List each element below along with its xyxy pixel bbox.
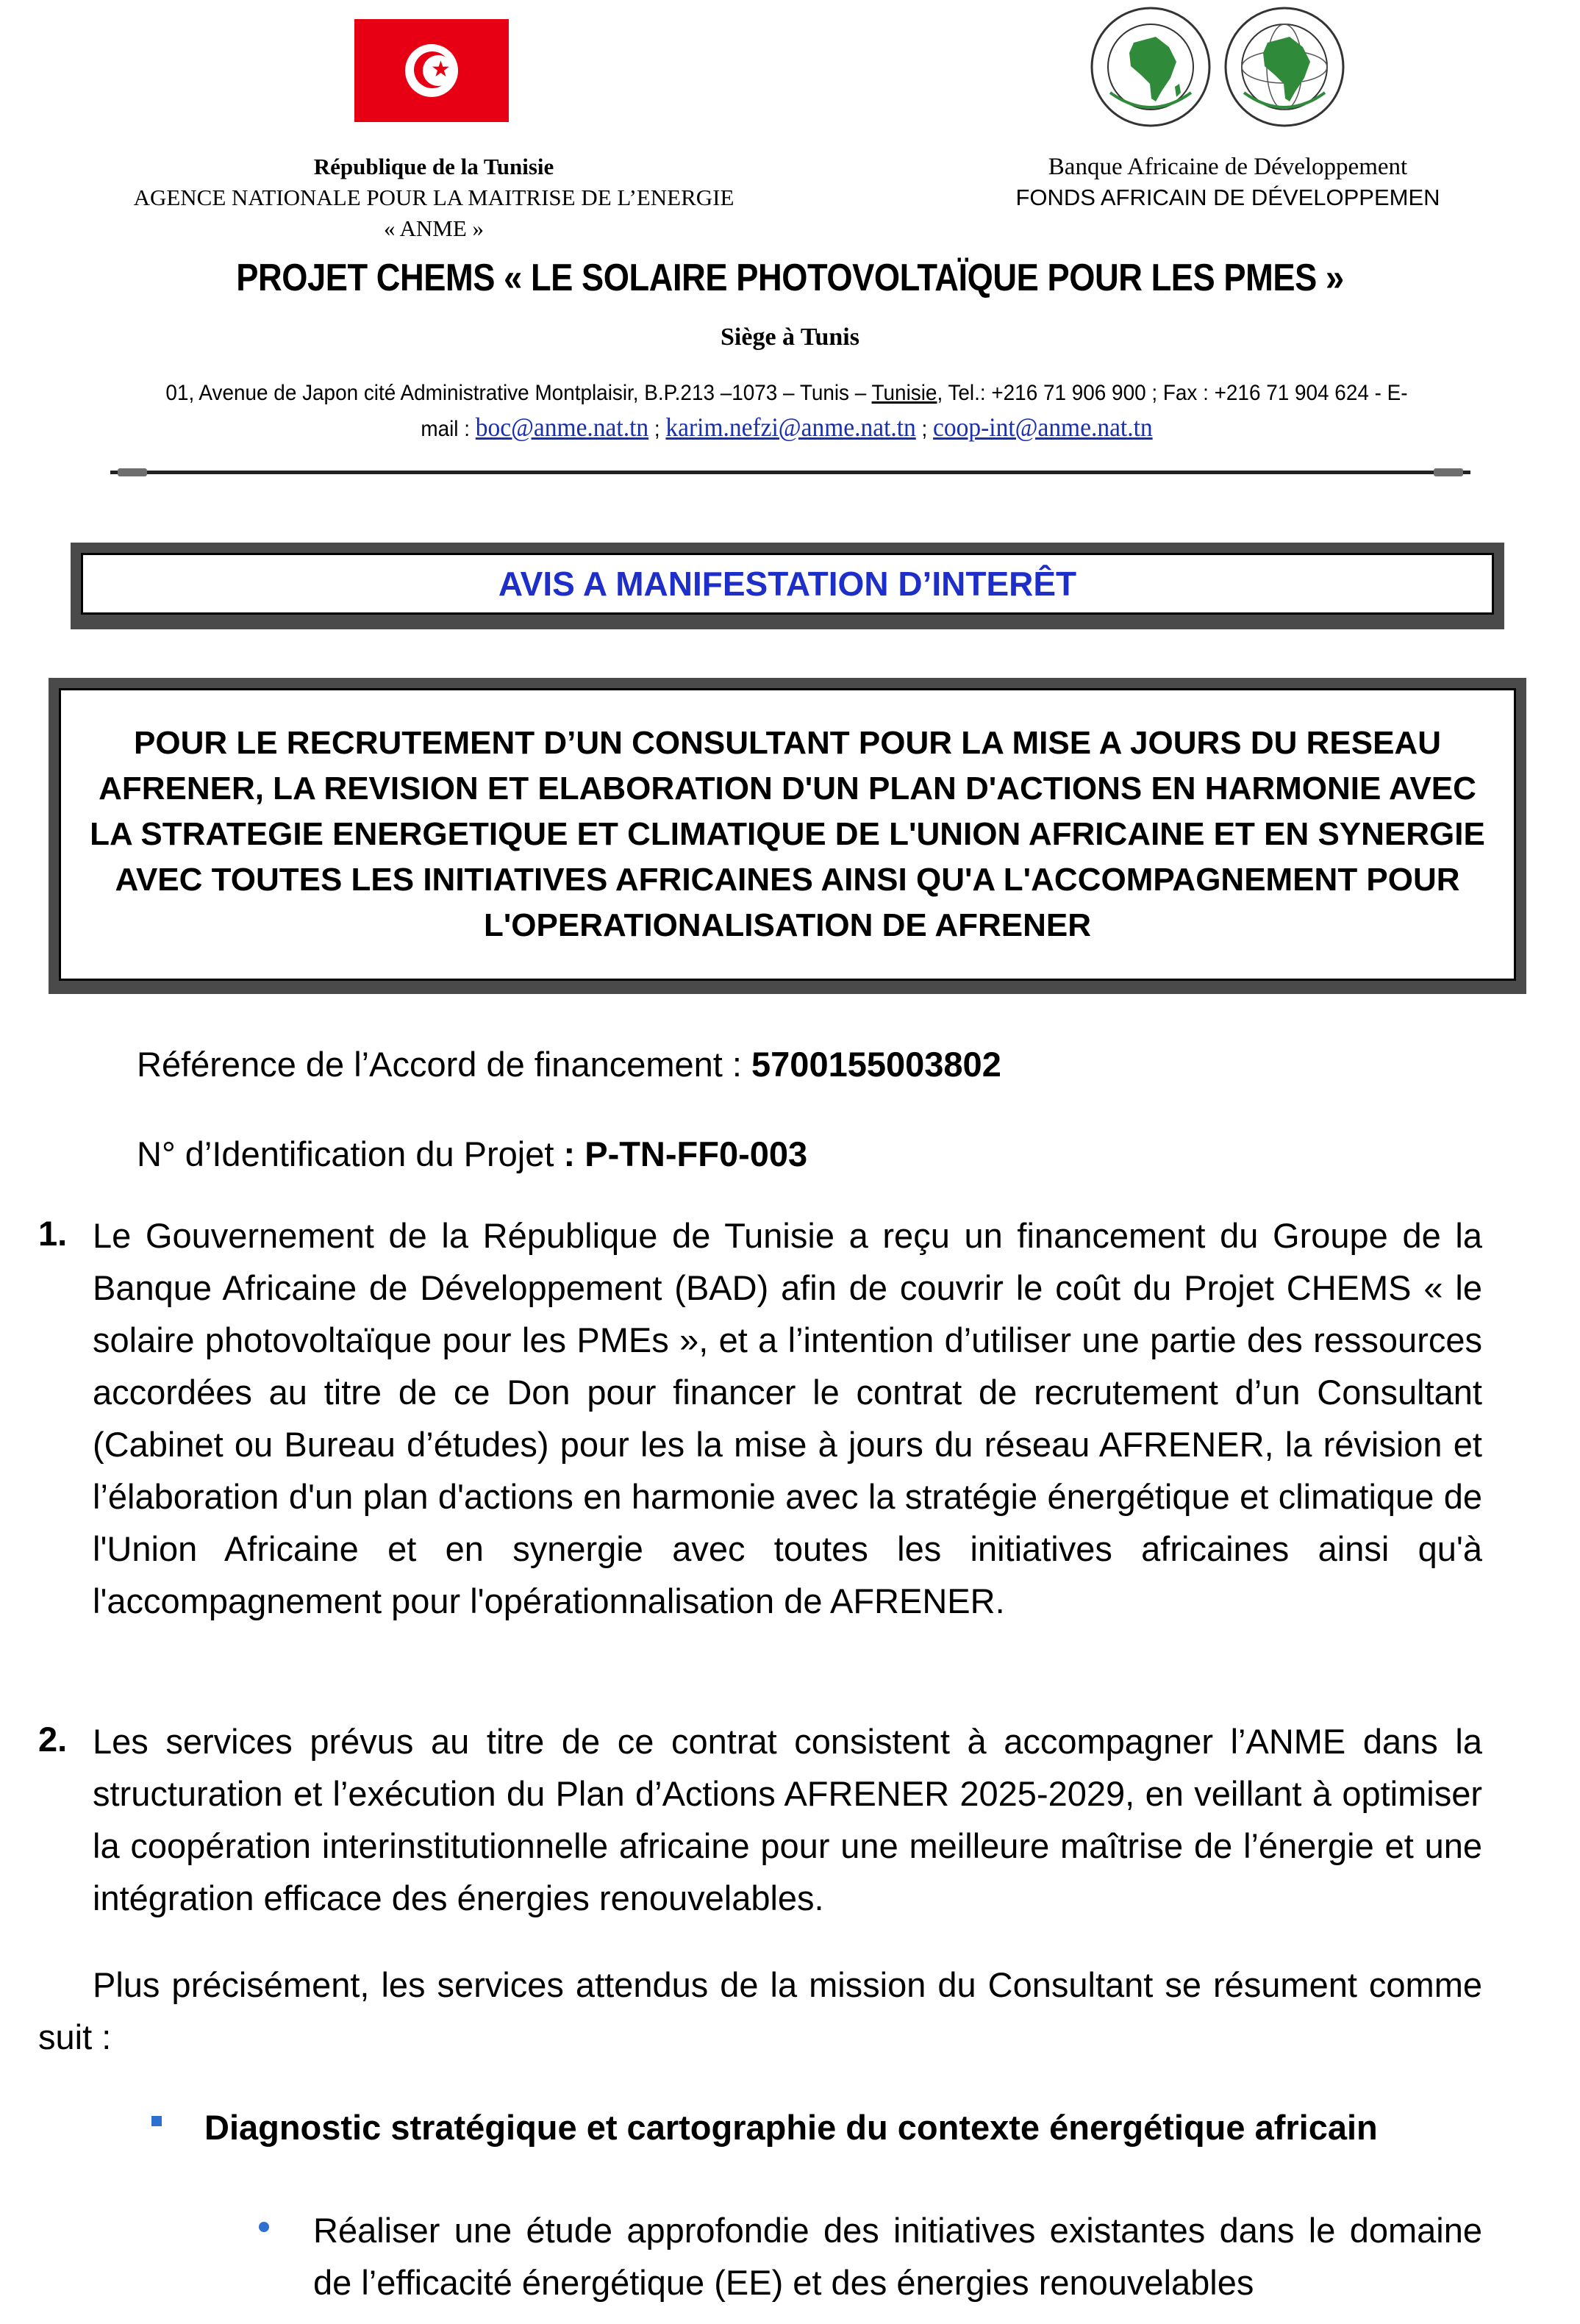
adf-logo-icon (1222, 4, 1347, 129)
bank-name: Banque Africaine de Développement (1048, 154, 1408, 180)
project-identification (137, 1134, 807, 1174)
recruitment-title: POUR LE RECRUTEMENT D’UN CONSULTANT POUR LA MISE A JOURS DU RESEAU AFRENER, LA REVISION ET ELABORATION D'UN PLAN D'ACTIONS EN HARMONIE AVEC LA STRATEGIE ENERGETIQUE ET CLIMATIQUE DE L'UNION AFRICAINE ET EN SYNERGIE AVEC TOUTES LES INITIATIVES AFRICAINES AINSI QU'A L'ACCOMPAGNEMENT POUR L'OPERATIONALISATION DE AFRENER (90, 725, 1485, 943)
email-link-boc[interactable]: boc@anme.nat.tn (475, 412, 649, 442)
address-block (151, 376, 1423, 446)
email-separator: ; (915, 417, 934, 441)
agency-name: AGENCE NATIONALE POUR LA MAITRISE DE L’ENERGIE (133, 185, 734, 210)
agency-header (59, 151, 809, 244)
bank-header (978, 151, 1478, 213)
email-link-karim[interactable]: karim.nefzi@anme.nat.tn (665, 412, 916, 442)
paragraph-1: Le Gouvernement de la République de Tunisie a reçu un financement du Groupe de la Banque Africaine de Développement (BAD) afin de couvrir le coût du Projet CHEMS « le solaire photovoltaïque pour les PMEs », et a l’intention d’utiliser une partie des ressources accordées au titre de ce Don pour financer le contrat de recrutement d’un Consultant (Cabinet ou Bureau d’études) pour les la mise à jours du réseau AFRENER, la révision et l’élaboration d'un plan d'actions en harmonie avec la stratégie énergétique et climatique de l'Union Africaine et en synergie avec toutes les initiatives africaines ainsi qu'à l'accompagnement pour l'opérationnalisation de AFRENER. (93, 1216, 1482, 1620)
republic-name: République de la Tunisie (313, 154, 554, 179)
paragraph-number: 2. (38, 1720, 68, 1759)
notice-title-frame (71, 543, 1504, 629)
tunisia-flag-icon: ★ (354, 19, 509, 122)
financing-reference-label: Référence de l’Accord de financement : (137, 1045, 752, 1084)
list-item: Réaliser une étude approfondie des initiatives existantes dans le domaine de l’efficacité énergétique (EE) et des énergies renouvelables (313, 2211, 1482, 2302)
fund-name: FONDS AFRICAIN DE DÉVELOPPEMEN (1015, 185, 1440, 210)
square-bullet-icon (151, 2116, 162, 2126)
project-id-value: : P-TN-FF0-003 (563, 1134, 808, 1173)
financing-reference-value: 5700155003802 (751, 1045, 1001, 1084)
round-bullet-icon (259, 2222, 269, 2232)
address-contact: , Tel.: +216 71 906 900 ; Fax : +216 71 904 624 - E-mail : (421, 381, 1408, 441)
address-country: Tunisie (871, 381, 937, 405)
recruitment-title-frame (49, 678, 1526, 994)
address-text: 01, Avenue de Japon cité Administrative Montplaisir, B.P.213 –1073 – Tunis – (165, 381, 872, 405)
email-separator: ; (648, 417, 666, 441)
notice-title: AVIS A MANIFESTATION D’INTERÊT (498, 565, 1077, 603)
paragraph-2: Les services prévus au titre de ce contrat consistent à accompagner l’ANME dans la structuration et l’exécution du Plan d’Actions AFRENER 2025-2029, en veillant à optimiser la coopération interinstitutionnelle africaine pour une meilleure maîtrise de l’énergie et une intégration efficace des énergies renouvelables. (93, 1722, 1482, 1917)
project-title: PROJET CHEMS « LE SOLAIRE PHOTOVOLTAÏQUE POUR LES PMES » (236, 257, 1344, 299)
header-divider (110, 471, 1470, 474)
financing-reference (137, 1044, 1001, 1084)
email-link-coop[interactable]: coop-int@anme.nat.tn (933, 412, 1153, 442)
project-id-label: N° d’Identification du Projet (137, 1134, 564, 1173)
headquarters-label: Siège à Tunis (721, 323, 859, 351)
paragraph-number: 1. (38, 1214, 68, 1253)
section-heading: Diagnostic stratégique et cartographie du contexte énergétique africain (204, 2108, 1378, 2147)
afdb-logo-icon (1088, 4, 1213, 129)
agency-acronym: « ANME » (383, 215, 485, 241)
services-intro: Plus précisément, les services attendus de la mission du Consultant se résument comme suit : (38, 1965, 1482, 2056)
